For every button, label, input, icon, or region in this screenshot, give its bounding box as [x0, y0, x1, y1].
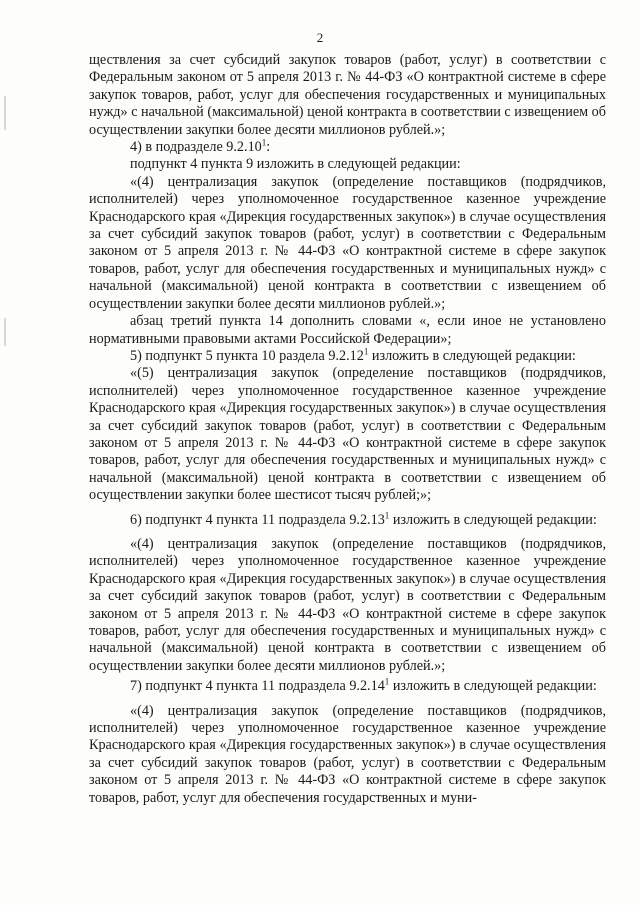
- paragraph: 5) подпункт 5 пункта 10 раздела 9.2.12$^1$ изложить в следующей редакции:: [130, 346, 576, 364]
- page-number: 2: [316, 30, 324, 45]
- paragraph: «(4) централизация закупок (определение поставщиков (подрядчиков, исполнителей) через уполномоченное государственное казенное учреждение Краснодарского края «Дирекция государственных закупок») в случае осуществления за счет субсидий закупок товаров (работ, услуг) в соответствии с Федеральным законом от 5 апреля 2013 г. № 44-ФЗ «О контрактной системе в сфере закупок товаров, работ, услуг для обеспечения государственных и муни-: [89, 702, 606, 806]
- paragraph: «(4) централизация закупок (определение поставщиков (подрядчиков, исполнителей) через уполномоченное государственное казенное учреждение Краснодарского края «Дирекция государственных закупок») в случае осуществления за счет субсидий закупок товаров (работ, услуг) в соответствии с Федеральным законом от 5 апреля 2013 г. № 44-ФЗ «О контрактной системе в сфере закупок товаров, работ, услуг для обеспечения государственных и муниципальных нужд» с начальной (максимальной) ценой контракта в соответствии с извещением об осуществлении закупки более десяти миллионов рублей.»;: [89, 173, 606, 312]
- paragraph: 4) в подразделе 9.2.10$^1$:: [130, 137, 271, 156]
- scan-binding-mark: [4, 318, 6, 346]
- paragraph: «(5) централизация закупок (определение поставщиков (подрядчиков, исполнителей) через уполномоченное государственное казенное учреждение Краснодарского края «Дирекция государственных закупок») в случае осуществления за счет субсидий закупок товаров (работ, услуг) в соответствии с Федеральным законом от 5 апреля 2013 г. № 44-ФЗ «О контрактной системе в сфере закупок товаров, работ, услуг для обеспечения государственных и муниципальных нужд» с начальной (максимальной) ценой контракта в соответствии с извещением об осуществлении закупки более шестисот тысяч рублей;»;: [89, 365, 606, 504]
- scan-binding-mark: [4, 96, 6, 130]
- paragraph: «(4) централизация закупок (определение поставщиков (подрядчиков, исполнителей) через уполномоченное государственное казенное учреждение Краснодарского края «Дирекция государственных закупок») в случае осуществления за счет субсидий закупок товаров (работ, услуг) в соответствии с Федеральным законом от 5 апреля 2013 г. № 44-ФЗ «О контрактной системе в сфере закупок товаров, работ, услуг для обеспечения государственных и муниципальных нужд» с начальной (максимальной) ценой контракта в соответствии с извещением об осуществлении закупки более десяти миллионов рублей.»;: [89, 535, 606, 674]
- paragraph: ществления за счет субсидий закупок товаров (работ, услуг) в соответствии с Федеральным законом от 5 апреля 2013 г. № 44-ФЗ «О контрактной системе в сфере закупок товаров, работ, услуг для обеспечения государственных и муниципальных нужд» с начальной (максимальной) ценой контракта в соответствии с извещением об осуществлении закупки более десяти миллионов рублей.»;: [89, 52, 606, 138]
- document-body: [89, 52, 606, 807]
- paragraph: 7) подпункт 4 пункта 11 подраздела 9.2.14$^1$ изложить в следующей редакции:: [130, 676, 597, 695]
- paragraph: подпункт 4 пункта 9 изложить в следующей редакции:: [130, 156, 461, 173]
- paragraph: абзац третий пункта 14 дополнить словами «, если иное не установлено нормативными правовыми актами Российской Федерации»;: [89, 313, 606, 347]
- paragraph: 6) подпункт 4 пункта 11 подраздела 9.2.13$^1$ изложить в следующей редакции:: [130, 509, 597, 528]
